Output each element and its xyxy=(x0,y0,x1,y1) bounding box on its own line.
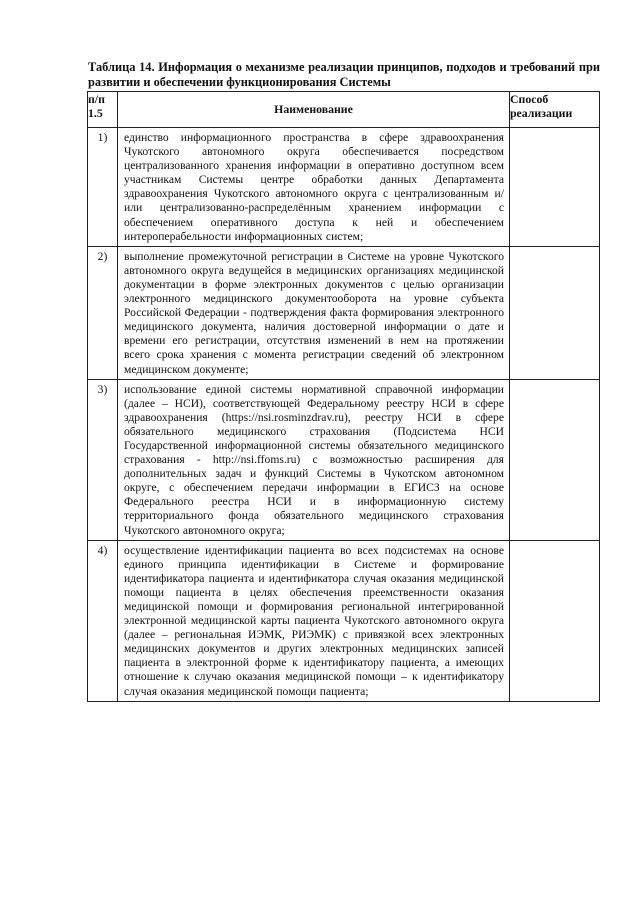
table-header-row xyxy=(88,92,600,128)
header-method-line1: Способ xyxy=(510,92,549,106)
table-row xyxy=(88,540,600,701)
table-row xyxy=(88,128,600,247)
row-text: единство информационного пространства в сфере здравоохранения Чукотского автономного округа обеспечивается посредством централизованного хранения информации в оперативно доступном всем участникам Системы центре обработки данных Департамента здравоохранения Чукотского автономного округа с централизованным и/или централизованно-распределённым хранением информации с обеспечением оперативного доступа к ней и обеспечением интероперабельности информационных систем; xyxy=(118,128,510,247)
table-caption: Таблица 14. Информация о механизме реализации принципов, подходов и требований при развитии и обеспечении функционирования Системы xyxy=(88,60,600,89)
header-number xyxy=(88,92,118,128)
row-text: использование единой системы нормативной справочной информации (далее – НСИ), соответствующей Федеральному реестру НСИ в сфере здравоохранения (https://nsi.rosminzdrav.ru), реестру НСИ в сфере обязательного медицинского страхования (Подсистема НСИ Государственной информационной системы обязательного медицинского страхования - http://nsi.ffoms.ru) с возможностью расширения для дополнительных задач и функций Системы в Чукотском автономном округе, с обеспечением передачи информации в ЕГИСЗ на основе Федерального реестра НСИ и в информационную систему территориального фонда обязательного медицинского страхования Чукотского автономного округа; xyxy=(118,379,510,540)
row-text: осуществление идентификации пациента во всех подсистемах на основе единого принципа идентификации в Системе и формирование идентификатора пациента и идентификатора случая оказания медицинской помощи пациента в целях обеспечения преемственности оказания медицинской помощи и формирования региональной интегрированной электронной медицинской карты пациента Чукотского автономного округа (далее – региональная ИЭМК, РИЭМК) с привязкой всех электронных медицинских документов и других электронных медицинских записей пациента в электронной форме к идентификатору пациента, а имеющих отношение к случаю оказания медицинской помощи – к идентификатору случая оказания медицинской помощи пациента; xyxy=(118,540,510,701)
table-row xyxy=(88,246,600,379)
row-method xyxy=(510,379,600,540)
header-name: Наименование xyxy=(118,92,510,128)
row-number: 2) xyxy=(88,246,118,379)
row-number: 3) xyxy=(88,379,118,540)
row-method xyxy=(510,246,600,379)
header-method-line2: реализации xyxy=(510,106,573,120)
table-row xyxy=(88,379,600,540)
row-number: 4) xyxy=(88,540,118,701)
header-method xyxy=(510,92,600,128)
row-method xyxy=(510,128,600,247)
row-text: выполнение промежуточной регистрации в Системе на уровне Чукотского автономного округа ведущейся в медицинских организациях медицинской документации в форме электронных документов с целью организации электронного медицинского документооборота на уровне субъекта Российской Федерации - подтверждения факта формирования электронного медицинского документа, наличия достоверной информации о дате и времени его регистрации, отсутствия изменений в нем на протяжении всего срока хранения с момента регистрации сведений об электронном медицинском документе; xyxy=(118,246,510,379)
row-method xyxy=(510,540,600,701)
header-number-line2: 1.5 xyxy=(88,106,103,120)
mechanism-table xyxy=(87,91,600,702)
header-number-line1: п/п xyxy=(88,92,105,106)
row-number: 1) xyxy=(88,128,118,247)
